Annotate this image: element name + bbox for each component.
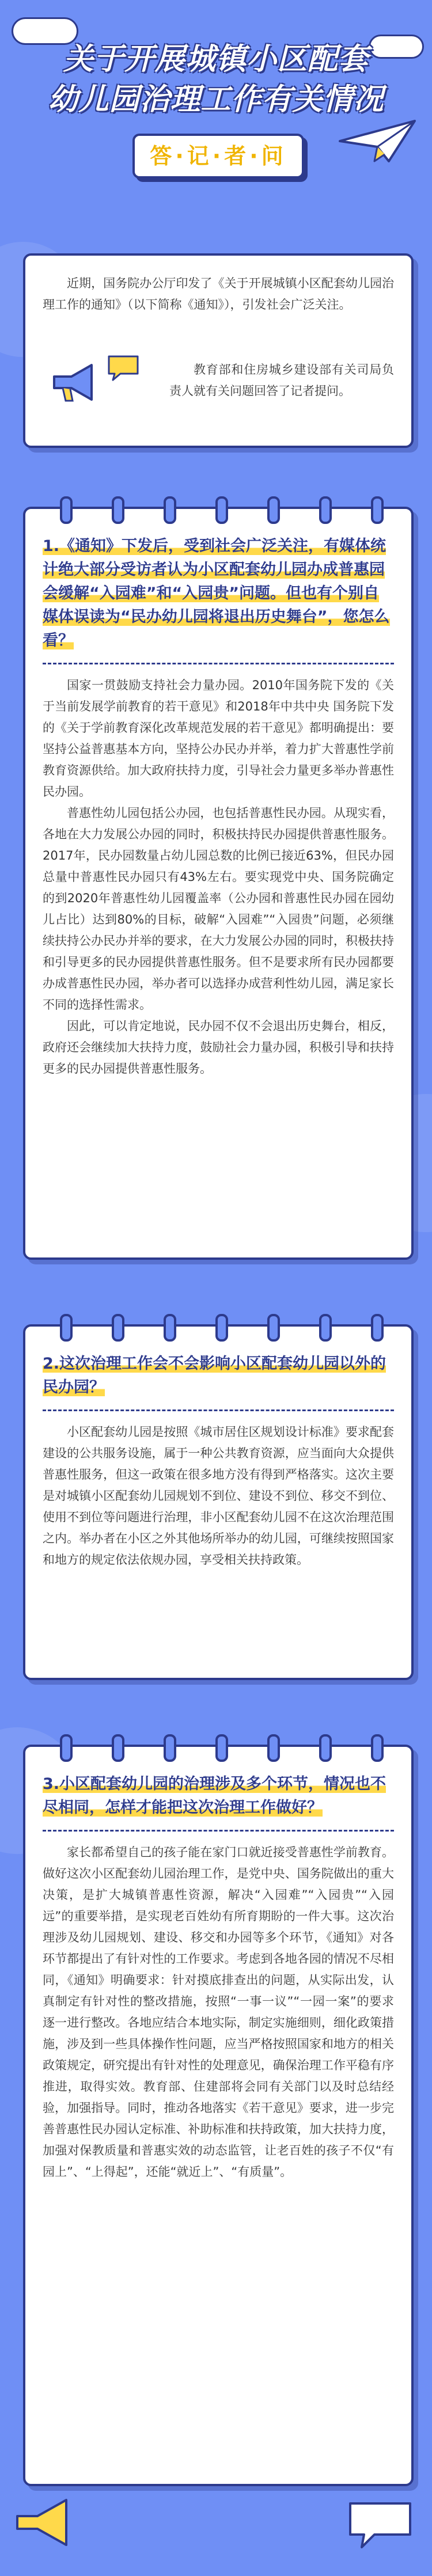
divider bbox=[43, 1830, 394, 1832]
qa-badge: 答·记·者·问 bbox=[132, 134, 304, 178]
binder-rings bbox=[25, 1734, 411, 1760]
intro-paragraph-2: 教育部和住房城乡建设部有关司局负责人就有关问题回答了记者提问。 bbox=[169, 363, 394, 398]
answer-1-paragraph-1: 国家一贯鼓励支持社会力量办园。2010年国务院下发的《关于当前发展学前教育的若干意见》和2018年中共中央 国务院下发的《关于学前教育深化改革规范发展的若干意见》都明确提出：要坚持公益普惠基本方向，坚持公办民办并举，着力扩大普惠性学前教育资源供给。加大政府扶持力度，引导社会力量更多举办普惠性民办园。 bbox=[43, 678, 394, 799]
question-card-2 bbox=[23, 1324, 414, 1680]
speech-bubble-icon bbox=[346, 2499, 415, 2551]
divider bbox=[43, 1409, 394, 1411]
answer-1-paragraph-3: 因此，可以肯定地说，民办园不仅不会退出历史舞台，相反，政府还会继续加大扶持力度，鼓励社会力量办园，积极引导和扶持更多的民办园提供普惠性服务。 bbox=[43, 1019, 394, 1076]
answer-3-paragraph-1: 家长都希望自己的孩子能在家门口就近接受普惠性学前教育。做好这次小区配套幼儿园治理工作，是党中央、国务院做出的重大决策，是扩大城镇普惠性资源，解决“入园难”“入园贵”“入园远”的重要举措，是实现老百姓幼有所育期盼的一件大事。这次治理涉及幼儿园规划、建设、移交和办园等多个环节，《通知》对各环节都提出了有针对性的工作要求。考虑到各地各园的情况不尽相同，《通知》明确要求：针对摸底排查出的问题，从实际出发，认真制定有针对性的整改措施，按照“一事一议”“一园一案”的要求逐一进行整改。各地应结合本地实际，制定实施细则，细化政策措施，涉及到一些具体操作性问题，应当严格按照国家和地方的相关政策规定，研究提出有针对性的处理意见，确保治理工作平稳有序推进，取得实效。教育部、住建部将会同有关部门以及时总结经验，加强指导。同时，推动各地落实《若干意见》要求，进一步完善普惠性民办园认定标准、补助标准和扶持政策，加大扶持力度，加强对保教质量和普惠实效的动态监管，让老百姓的孩子不仅“有园上”、“上得起”，还能“就近上”、“有质量”。 bbox=[43, 1845, 394, 2179]
binder-rings bbox=[25, 496, 411, 522]
question-2-title: 2.这次治理工作会不会影响小区配套幼儿园以外的民办园？ bbox=[43, 1355, 386, 1396]
question-1-title: 1.《通知》下发后，受到社会广泛关注，有媒体统计绝大部分受访者认为小区配套幼儿园办成普惠园会缓解“入园难”和“入园贵”问题。但也有个别自媒体误读为“民办幼儿园将退出历史舞台”，您怎么看？ bbox=[43, 537, 390, 649]
megaphone-icon bbox=[48, 359, 100, 405]
speech-bubble-icon bbox=[106, 354, 141, 382]
answer-2-paragraph-1: 小区配套幼儿园是按照《城市居住区规划设计标准》要求配套建设的公共服务设施，属于一种公共教育资源，应当面向大众提供普惠性服务，但这一政策在很多地方没有得到严格落实。这次主要是对城镇小区配套幼儿园规划不到位、建设不到位、移交不到位、使用不到位等问题进行治理，非小区配套幼儿园不在这次治理范围之内。举办者在小区之外其他场所举办的幼儿园，可继续按照国家和地方的规定依法依规办园，享受相关扶持政策。 bbox=[43, 1425, 394, 1567]
divider bbox=[43, 663, 394, 664]
paper-plane-icon bbox=[334, 115, 420, 167]
page-title-line2: 幼儿园治理工作有关情况 bbox=[48, 82, 384, 117]
question-3-title: 3.小区配套幼儿园的治理涉及多个环节，情况也不尽相同，怎样才能把这次治理工作做好？ bbox=[43, 1775, 386, 1817]
intro-card bbox=[23, 253, 414, 448]
question-card-1 bbox=[23, 507, 414, 1260]
page-header bbox=[0, 0, 432, 219]
intro-paragraph-1: 近期，国务院办公厅印发了《关于开展城镇小区配套幼儿园治理工作的通知》（以下简称《通知》），引发社会广泛关注。 bbox=[43, 276, 394, 311]
binder-rings bbox=[25, 1314, 411, 1339]
megaphone-icon bbox=[12, 2493, 75, 2551]
question-card-3 bbox=[23, 1745, 414, 2486]
page-title-line1: 关于开展城镇小区配套 bbox=[63, 42, 369, 77]
answer-1-paragraph-2: 普惠性幼儿园包括公办园，也包括普惠性民办园。从现实看，各地在大力发展公办园的同时，积极扶持民办园提供普惠性服务。2017年，民办园数量占幼儿园总数的比例已接近63%，但民办园总量中普惠性民办园只有43%左右。要实现党中央、国务院确定的到2020年普惠性幼儿园覆盖率（公办园和普惠性民办园在园幼儿占比）达到80%的目标，破解“入园难”“入园贵”问题，必须继续扶持公办民办并举的要求，在大力发展公办园的同时，积极扶持和引导更多的民办园提供普惠性服务。但不是要求所有民办园都要办成普惠性民办园，举办者可以选择办成营利性幼儿园，满足家长不同的选择性需求。 bbox=[43, 806, 394, 1012]
